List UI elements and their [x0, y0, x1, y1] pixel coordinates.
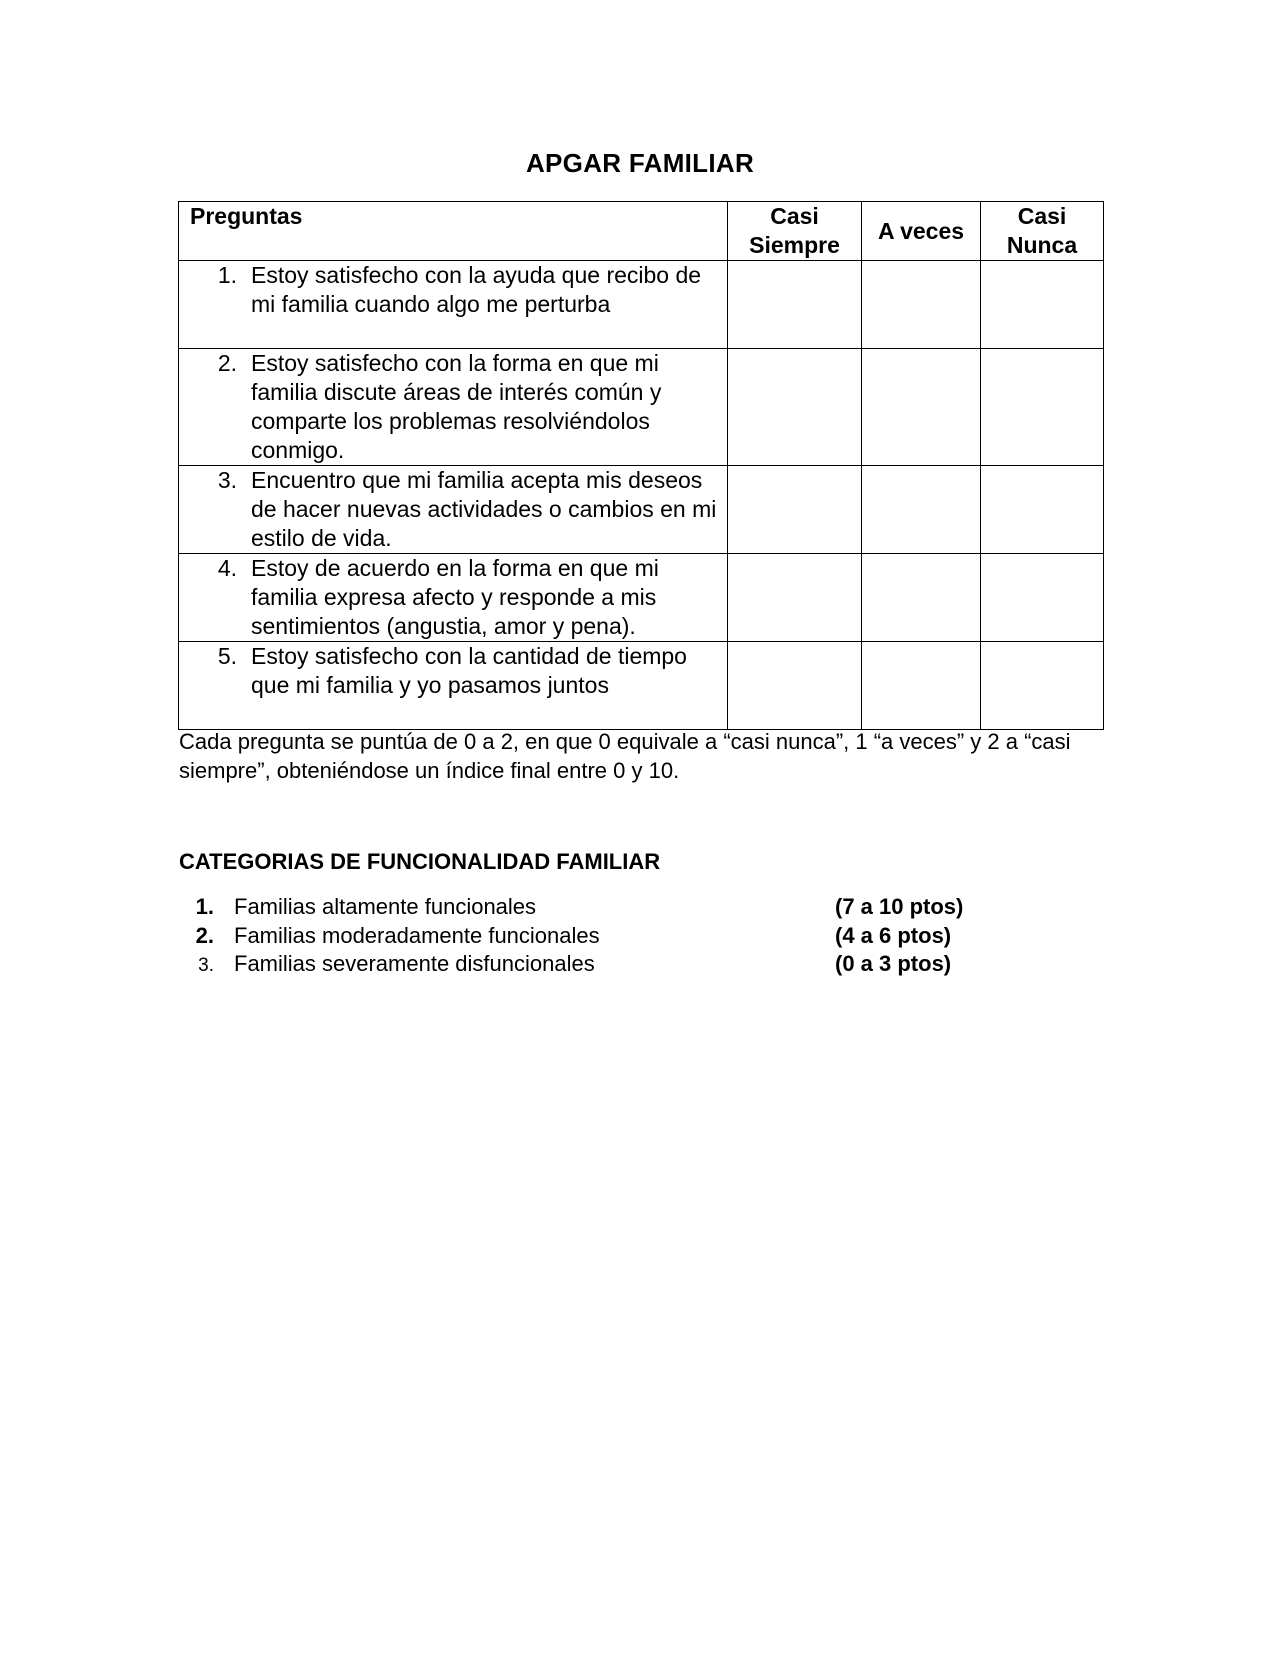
- answer-cell-almost-always[interactable]: [728, 261, 862, 349]
- category-label: Familias moderadamente funcionales: [234, 922, 600, 948]
- question-text: Estoy satisfecho con la ayuda que recibo de mi familia cuando algo me perturba: [251, 262, 702, 317]
- scoring-note: Cada pregunta se puntúa de 0 a 2, en que 0 equivale a “casi nunca”, 1 “a veces” y 2 a “casi siempre”, obteniéndose un índice final entre 0 y 10.: [179, 729, 1071, 783]
- answer-cell-sometimes[interactable]: [862, 261, 981, 349]
- table-row: [179, 349, 1104, 466]
- question-cell: [179, 261, 728, 349]
- list-item: [179, 922, 1079, 951]
- list-item: [179, 950, 1079, 981]
- question-number: 2.: [217, 350, 237, 376]
- categories-list: [179, 893, 1079, 981]
- header-sometimes: A veces: [862, 202, 981, 261]
- apgar-table: [178, 201, 1104, 730]
- question-cell: [179, 554, 728, 642]
- answer-cell-almost-never[interactable]: [981, 349, 1104, 466]
- table-row: [179, 261, 1104, 349]
- category-range: (7 a 10 ptos): [835, 894, 964, 919]
- answer-cell-sometimes[interactable]: [862, 642, 981, 730]
- question-number: 5.: [217, 643, 237, 669]
- answer-cell-almost-always[interactable]: [728, 642, 862, 730]
- question-text: Estoy satisfecho con la forma en que mi familia discute áreas de interés común y comparte los problemas resolviéndolos conmigo.: [251, 350, 662, 463]
- answer-cell-almost-always[interactable]: [728, 554, 862, 642]
- answer-cell-sometimes[interactable]: [862, 554, 981, 642]
- document-title: APGAR FAMILIAR: [525, 148, 755, 178]
- table-row: [179, 642, 1104, 730]
- category-range: (4 a 6 ptos): [835, 922, 952, 948]
- answer-cell-almost-never[interactable]: [981, 466, 1104, 554]
- category-label: Familias altamente funcionales: [234, 894, 537, 919]
- answer-cell-almost-never[interactable]: [981, 554, 1104, 642]
- categories-title: CATEGORIAS DE FUNCIONALIDAD FAMILIAR: [179, 849, 661, 874]
- answer-cell-almost-never[interactable]: [981, 261, 1104, 349]
- question-cell: [179, 349, 728, 466]
- list-item: [179, 893, 1079, 922]
- answer-cell-sometimes[interactable]: [862, 349, 981, 466]
- category-number: 1.: [195, 894, 214, 919]
- category-label: Familias severamente disfuncionales: [234, 951, 595, 976]
- answer-cell-almost-always[interactable]: [728, 466, 862, 554]
- question-text: Estoy satisfecho con la cantidad de tiempo que mi familia y yo pasamos juntos: [251, 643, 687, 698]
- answer-cell-sometimes[interactable]: [862, 466, 981, 554]
- category-number: 2.: [195, 922, 214, 948]
- question-text: Encuentro que mi familia acepta mis deseos de hacer nuevas actividades o cambios en mi estilo de vida.: [251, 467, 717, 551]
- header-questions: Preguntas: [179, 202, 728, 261]
- question-text: Estoy de acuerdo en la forma en que mi familia expresa afecto y responde a mis sentimientos (angustia, amor y pena).: [251, 555, 659, 639]
- header-almost-never: Casi Nunca: [981, 202, 1104, 261]
- question-number: 3.: [217, 467, 237, 493]
- header-almost-always: Casi Siempre: [728, 202, 862, 261]
- table-header-row: [179, 202, 1104, 261]
- category-number: 3.: [198, 955, 214, 976]
- question-cell: [179, 466, 728, 554]
- table-row: [179, 554, 1104, 642]
- answer-cell-almost-always[interactable]: [728, 349, 862, 466]
- answer-cell-almost-never[interactable]: [981, 642, 1104, 730]
- category-range: (0 a 3 ptos): [835, 951, 952, 976]
- table-row: [179, 466, 1104, 554]
- question-cell: [179, 642, 728, 730]
- question-number: 1.: [217, 262, 237, 288]
- question-number: 4.: [217, 555, 237, 581]
